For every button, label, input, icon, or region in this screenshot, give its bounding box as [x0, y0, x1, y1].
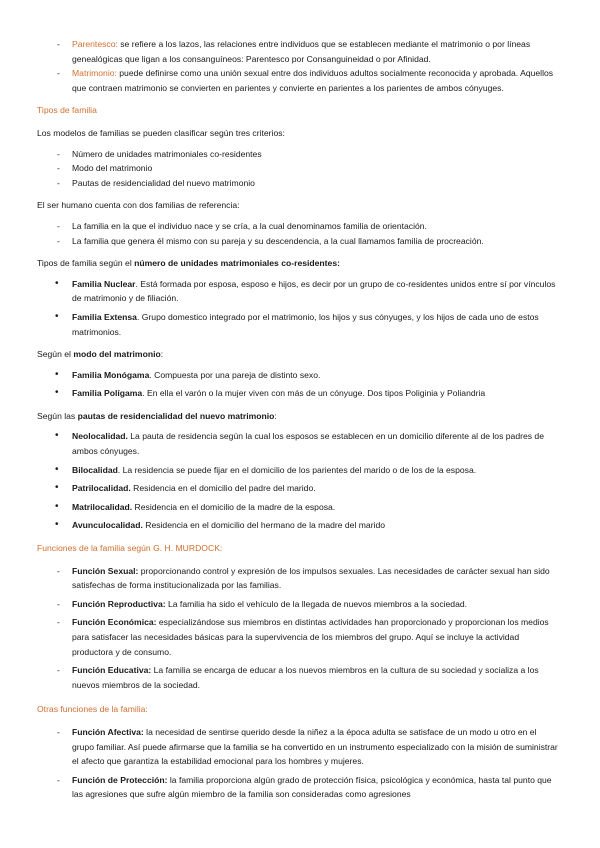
paragraph-pautas	[37, 409, 560, 424]
dash-marker: -	[57, 617, 60, 628]
referencia-list	[37, 219, 560, 248]
definition-text: . Compuesta por una pareja de distinto sexo.	[149, 369, 321, 380]
intro-definitions-list	[37, 37, 560, 95]
term: Función Económica:	[72, 617, 157, 628]
list-item	[37, 773, 560, 802]
list-item-text: Modo del matrimonio	[72, 163, 153, 174]
term: Avunculocalidad.	[72, 520, 143, 531]
list-item-text: Número de unidades matrimoniales co-residentes	[72, 148, 262, 159]
definition-text: proporcionando control y expresión de los impulsos sexuales. Las necesidades de carácter sexual han sido satisfechas de forma institucionalizada por las familias.	[72, 565, 550, 591]
term: Función Educativa:	[72, 665, 152, 676]
pautas-list	[37, 429, 560, 533]
dash-marker: -	[57, 68, 60, 79]
list-item	[37, 663, 560, 692]
text: :	[160, 349, 164, 360]
bullet-marker: •	[55, 310, 59, 322]
list-item	[37, 219, 560, 234]
definition-text: La familia se encarga de educar a los nuevos miembros en la cultura de su sociedad y socializa a los nuevos miembros de la sociedad.	[72, 665, 539, 690]
term-parentesco: Parentesco:	[72, 39, 118, 49]
funciones-list	[37, 564, 560, 693]
term: Función de Protección:	[72, 774, 168, 785]
paragraph-unidades	[37, 256, 560, 271]
list-item	[37, 37, 560, 66]
list-item	[37, 277, 560, 306]
term: Bilocalidad	[72, 464, 118, 475]
definition-text: . Grupo domestico integrado por el matrimonio, los hijos y sus cónyuges, y los hijos de cada uno de estos matrimonios.	[72, 311, 539, 337]
term: Neolocalidad.	[72, 431, 128, 442]
list-item	[37, 234, 560, 249]
list-item	[37, 500, 560, 515]
dash-marker: -	[57, 235, 60, 246]
definition-text: Residencia en el domicilio del hermano de la madre del marido	[142, 520, 386, 531]
definition-text: se refiere a los lazos, las relaciones entre individuos que se establecen mediante el matrimonio o por líneas genealógicas que ligan a los consanguíneos: Parentesco por Consanguineidad o por Afinidad.	[72, 39, 531, 64]
list-item	[37, 161, 560, 176]
bullet-marker: •	[55, 519, 59, 531]
text: Tipos de familia según el	[37, 258, 135, 269]
bullet-marker: •	[55, 482, 59, 494]
definition-text: la necesidad de sentirse querido desde la niñez a la época adulta se satisface de un modo u otro en el grupo familiar. Así puede afirmarse que la familia se ha convertido en un instrumento especializado con la misión de suministrar el afecto que garantiza la estabilidad emocional para los hombres y mujeres.	[72, 726, 558, 767]
modo-list	[37, 368, 560, 401]
list-item	[37, 725, 560, 769]
term: Función Afectiva:	[72, 726, 144, 737]
term-matrimonio: Matrimonio:	[72, 68, 117, 79]
otras-funciones-list	[37, 725, 560, 802]
definition-text: La familia ha sido el vehículo de la llegada de nuevos miembros a la sociedad.	[165, 598, 468, 609]
list-item-text: Pautas de residencialidad del nuevo matrimonio	[72, 177, 255, 188]
term: Familia Monógama	[72, 369, 150, 380]
definition-text: . La residencia se puede fijar en el domicilio de los parientes del marido o de los de la esposa.	[117, 464, 477, 475]
dash-marker: -	[57, 148, 60, 159]
bold-text: número de unidades matrimoniales co-residentes:	[134, 258, 340, 269]
heading-funciones-murdock: Funciones de la familia según G. H. MURDOCK:	[37, 543, 223, 554]
paragraph: Los modelos de familias se pueden clasificar según tres criterios:	[37, 127, 285, 138]
text: Según las	[37, 410, 78, 421]
heading-otras-funciones: Otras funciones de la familia:	[37, 704, 148, 715]
bold-text: modo del matrimonio	[73, 349, 161, 360]
dash-marker: -	[57, 665, 60, 676]
dash-marker: -	[57, 177, 60, 188]
definition-text: la familia proporciona algún grado de protección física, psicológica y económica, hasta tal punto que las agresiones que sufre algún miembro de la familia son consideradas como agresiones	[72, 774, 552, 800]
heading-tipos-de-familia: Tipos de familia	[37, 105, 97, 116]
bullet-marker: •	[55, 277, 59, 289]
list-item	[37, 368, 560, 383]
definition-text: . En ella el varón o la mujer viven con más de un cónyuge. Dos tipos Poliginia y Poliandria	[142, 388, 486, 399]
list-item	[37, 463, 560, 478]
list-item-text: La familia que genera él mismo con su pareja y su descendencia, a la cual llamamos familia de procreación.	[72, 235, 484, 246]
text: Según el	[37, 349, 74, 360]
list-item	[37, 386, 560, 401]
bullet-marker: •	[55, 387, 59, 399]
criterios-list	[37, 147, 560, 191]
text: :	[274, 410, 277, 421]
term: Función Reproductiva:	[72, 598, 166, 609]
definition-text: La pauta de residencia según la cual los esposos se establecen en un domicilio diferente al de los padres de ambos cónyuges.	[72, 431, 544, 457]
list-item	[37, 597, 560, 612]
term: Matrilocalidad.	[72, 501, 133, 512]
definition-text: especializándose sus miembros en distintas actividades han proporcionado y proporcionan los medios para satisfacer las necesidades básicas para la supervivencia de los miembros del grupo. Aquí se incluye la actividad productora y de consumo.	[72, 617, 549, 657]
paragraph-modo	[37, 347, 560, 362]
list-item	[37, 66, 560, 95]
list-item	[37, 564, 560, 593]
dash-marker: -	[57, 220, 60, 231]
definition-text: Residencia en el domicilio de la madre de la esposa.	[132, 501, 336, 512]
list-item-text: La familia en la que el individuo nace y se cría, a la cual denominamos familia de orientación.	[72, 220, 427, 231]
term: Familia Nuclear	[72, 278, 136, 289]
list-item	[37, 147, 560, 162]
list-item	[37, 481, 560, 496]
list-item	[37, 176, 560, 191]
definition-text: puede definirse como una unión sexual entre dos individuos adultos socialmente reconocida y aprobada. Aquellos que contraen matrimonio se convierten en parientes y convierte en parientes a los parientes de ambos cónyuges.	[72, 68, 554, 93]
dash-marker: -	[57, 565, 60, 576]
dash-marker: -	[57, 39, 60, 49]
paragraph: El ser humano cuenta con dos familias de referencia:	[37, 200, 240, 211]
bullet-marker: •	[55, 430, 59, 442]
unidades-list	[37, 277, 560, 339]
bullet-marker: •	[55, 368, 59, 380]
bullet-marker: •	[55, 500, 59, 512]
list-item	[37, 310, 560, 339]
list-item	[37, 615, 560, 659]
dash-marker: -	[57, 774, 60, 785]
bullet-marker: •	[55, 463, 59, 475]
list-item	[37, 429, 560, 458]
dash-marker: -	[57, 163, 60, 174]
dash-marker: -	[57, 598, 60, 609]
term: Familia Extensa	[72, 311, 137, 322]
term: Función Sexual:	[72, 565, 139, 576]
term: Familia Polígama	[72, 388, 143, 399]
bold-text: pautas de residencialidad del nuevo matrimonio	[77, 410, 275, 421]
definition-text: Residencia en el domicilio del padre del marido.	[130, 483, 316, 494]
term: Patrilocalidad.	[72, 483, 131, 494]
list-item	[37, 518, 560, 533]
dash-marker: -	[57, 726, 60, 737]
definition-text: . Está formada por esposa, esposo e hijos, es decir por un grupo de co-residentes unidos entre sí por vínculos de matrimonio y de filiación.	[72, 278, 556, 304]
